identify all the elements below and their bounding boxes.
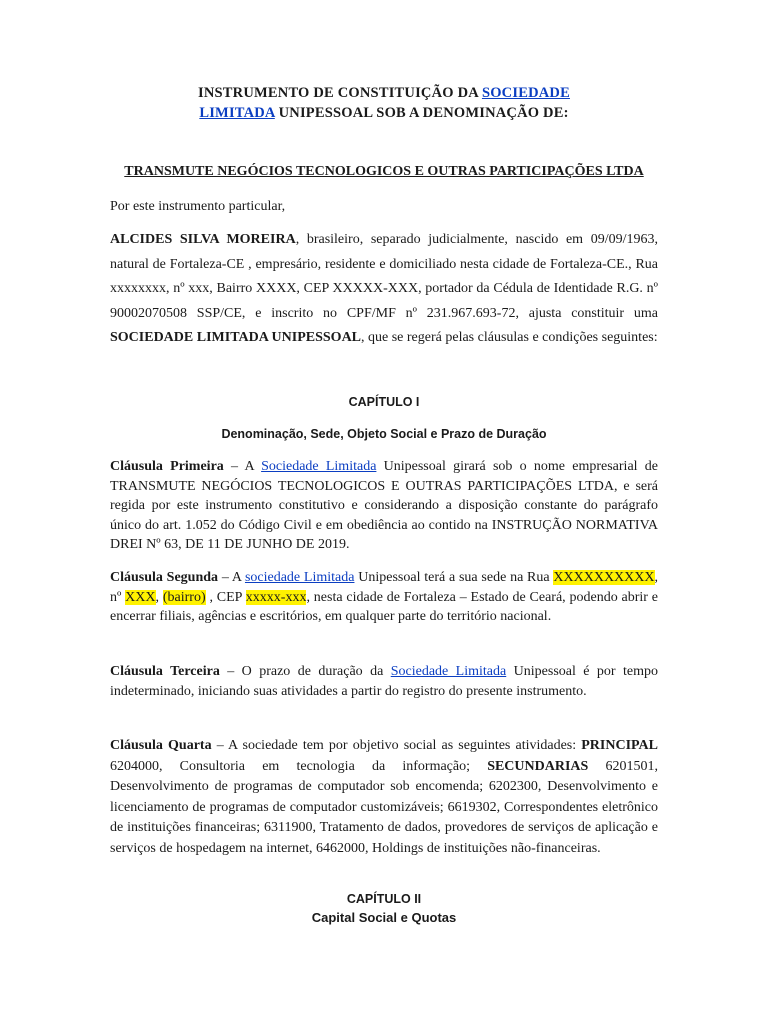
chapter1-subheading: Denominação, Sede, Objeto Social e Prazo de Duração [221,427,547,441]
clause-3-label: Cláusula Terceira [110,664,220,679]
title-suffix: UNIPESSOAL SOB A DENOMINAÇÃO DE: [274,105,569,121]
clause-2 [110,568,658,627]
intro-text: Por este instrumento particular, [110,199,286,214]
clause-3-link[interactable]: Sociedade Limitada [390,664,507,679]
company-name-heading [110,162,658,182]
partner-qualification [110,228,658,351]
clause-2-text: Unipessoal terá a sua sede na Rua [354,570,554,585]
clause-4 [110,736,658,859]
clause-2-dash: – A [218,570,245,585]
secundarias-label: SECUNDARIAS [487,758,589,774]
clause-1-dash: – A [223,459,262,474]
clause-4-text: – A sociedade tem por objetivo social as seguintes atividades: [211,738,582,753]
clause-1 [110,457,658,555]
chapter2-subheading: Capital Social e Quotas [311,910,457,925]
company-type: SOCIEDADE LIMITADA UNIPESSOAL [110,330,362,345]
partner-closing: , que se regerá pelas cláusulas e condições seguintes: [361,330,658,345]
clause-3 [110,662,658,701]
limitada-link[interactable]: LIMITADA [199,105,275,121]
clause-2-text-2: , nº [110,570,658,605]
number-placeholder: XXX [125,589,156,605]
clause-4-text-2: 6204000, Consultoria em tecnologia da informação; [110,758,488,774]
clause-4-label: Cláusula Quarta [110,738,212,753]
partner-name: ALCIDES SILVA MOREIRA [110,232,296,247]
document-title [110,83,658,123]
clause-2-link[interactable]: sociedade Limitada [244,570,355,585]
cep-placeholder: xxxxx-xxx [245,589,307,605]
sociedade-link[interactable]: SOCIEDADE [481,85,570,101]
street-placeholder: XXXXXXXXXX [553,570,655,585]
clause-1-label: Cláusula Primeira [110,459,224,474]
principal-label: PRINCIPAL [581,738,658,753]
chapter2-heading: CAPÍTULO II [346,892,422,906]
partner-details: , brasileiro, separado judicialmente, nascido em 09/09/1963, natural de Fortaleza-CE , empresário, residente e domiciliado nesta cidade de Fortaleza-CE., Rua xxxxxxxx, nº xxx, Bairro XXXX, CEP XXXXX-XXX, portador da Cédula de Identidade R.G. nº 90002070508 SSP/CE, e inscrito no CPF/MF nº 231.967.693-72, ajusta constituir uma [110,232,658,321]
clause-4-text-3: 6201501, Desenvolvimento de programas de computador sob encomenda; 6202300, Desenvolvimento e licenciamento de programas de computador customizáveis; 6619302, Correspondentes eletrônico de instituições financeiras; 6311900, Tratamento de dados, provedores de serviços de aplicação e serviços de hospedagem na internet, 6462000, Holdings de instituições não-financeiras. [110,758,659,856]
clause-2-text-5: , nesta cidade de Fortaleza – Estado de Ceará, podendo abrir e encerrar filiais, agências e escritórios, em qualquer parte do território nacional. [110,589,659,624]
title-text: INSTRUMENTO DE CONSTITUIÇÃO DA [198,85,482,101]
clause-2-text-4: , CEP [205,589,246,605]
clause-3-dash: – O prazo de duração da [219,664,391,679]
clause-3-text: Unipessoal é por tempo indeterminado, iniciando suas atividades a partir do registro do presente instrumento. [110,664,659,699]
clause-2-label: Cláusula Segunda [110,570,219,585]
clause-2-text-3: , [155,589,163,605]
clause-1-link[interactable]: Sociedade Limitada [261,459,377,474]
bairro-placeholder: (bairro) [162,589,206,605]
chapter1-heading: CAPÍTULO I [348,395,420,409]
clause-1-text: Unipessoal girará sob o nome empresarial de TRANSMUTE NEGÓCIOS TECNOLOGICOS E OUTRAS PARTICIPAÇÕES LTDA, e será regida por este instrumento constitutivo e considerando a disposição constante do parágrafo único do art. 1.052 do Código Civil e em obediência ao contido na INSTRUÇÃO NORMATIVA DREI Nº 63, DE 11 DE JUNHO DE 2019. [110,459,659,552]
company-name: TRANSMUTE NEGÓCIOS TECNOLOGICOS E OUTRAS PARTICIPAÇÕES LTDA [124,164,644,179]
